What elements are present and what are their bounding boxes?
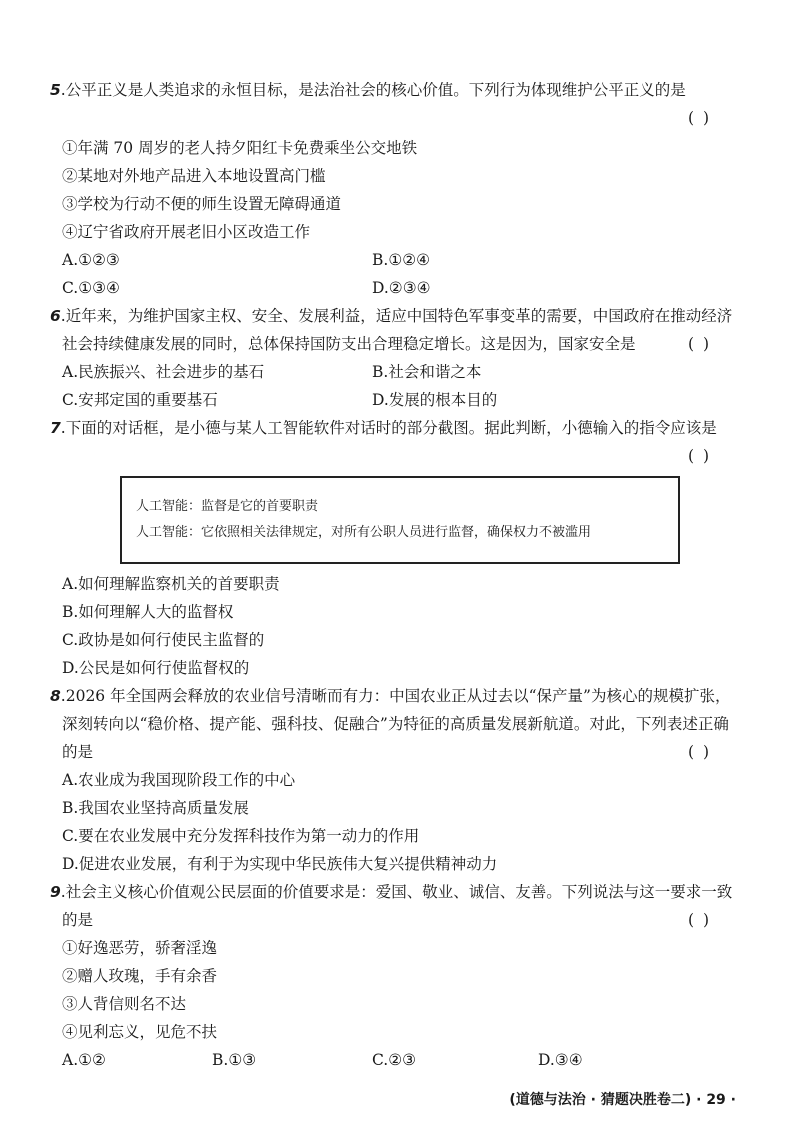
ai-dialog-line-2: 人工智能：它依照相关法律规定，对所有公职人员进行监督，确保权力不被滥用 (136, 525, 592, 540)
q9-number: 9 (50, 883, 61, 901)
q9-stem-line1 (50, 882, 732, 902)
q9-item-3: ③人背信则名不达 (62, 995, 187, 1013)
ai-dialog-box (120, 476, 680, 564)
q5-option-c: C.①③④ (62, 279, 120, 297)
ai-dialog-line-1: 人工智能：监督是它的首要职责 (136, 499, 319, 514)
q6-answer-blank: ( ) (688, 335, 712, 353)
q8-answer-blank: ( ) (688, 743, 712, 761)
q9-item-2: ②赠人玫瑰，手有余香 (62, 967, 218, 985)
q9-option-d: D.③④ (538, 1051, 583, 1069)
q7-number: 7 (50, 419, 61, 437)
q6-stem-line1 (50, 306, 732, 326)
q5-option-b: B.①②④ (372, 251, 431, 269)
q6-option-b: B.社会和谐之本 (372, 363, 482, 381)
q5-item-1: ①年满 70 周岁的老人持夕阳红卡免费乘坐公交地铁 (62, 139, 418, 157)
q9-option-a: A.①② (62, 1051, 106, 1069)
q8-stem-line3: 的是 (62, 743, 94, 761)
q8-stem-line1 (50, 686, 730, 706)
q7-option-a: A.如何理解监察机关的首要职责 (62, 575, 280, 593)
q9-answer-blank: ( ) (688, 911, 712, 929)
q8-stem-text1: .2026 年全国两会释放的农业信号清晰而有力：中国农业正从过去以“保产量”为核心的规模扩张， (60, 687, 731, 705)
q5-stem (50, 80, 686, 100)
q7-option-b: B.如何理解人大的监督权 (62, 603, 234, 621)
q5-item-3: ③学校为行动不便的师生设置无障碍通道 (62, 195, 342, 213)
q7-option-c: C.政协是如何行使民主监督的 (62, 631, 265, 649)
q5-stem-text: .公平正义是人类追求的永恒目标，是法治社会的核心价值。下列行为体现维护公平正义的是 (60, 81, 686, 99)
q6-option-a: A.民族振兴、社会进步的基石 (62, 363, 265, 381)
q8-option-d: D.促进农业发展，有利于为实现中华民族伟大复兴提供精神动力 (62, 855, 498, 873)
q7-stem-text: .下面的对话框，是小德与某人工智能软件对话时的部分截图。据此判断，小德输入的指令应该是 (60, 419, 717, 437)
page-footer: (道德与法治 · 猜题决胜卷二) · 29 · (509, 1092, 736, 1108)
q9-option-b: B.①③ (212, 1051, 257, 1069)
q9-stem-text1: .社会主义核心价值观公民层面的价值要求是：爱国、敬业、诚信、友善。下列说法与这一要求一致 (60, 883, 733, 901)
q5-answer-blank: ( ) (688, 109, 712, 127)
q9-item-1: ①好逸恶劳，骄奢淫逸 (62, 939, 218, 957)
q5-option-d: D.②③④ (372, 279, 431, 297)
q8-number: 8 (50, 687, 61, 705)
q6-number: 6 (50, 307, 61, 325)
q9-option-c: C.②③ (372, 1051, 417, 1069)
q5-number: 5 (50, 81, 61, 99)
q7-option-d: D.公民是如何行使监督权的 (62, 659, 250, 677)
q9-item-4: ④见利忘义，见危不扶 (62, 1023, 218, 1041)
q5-item-4: ④辽宁省政府开展老旧小区改造工作 (62, 223, 311, 241)
q8-option-c: C.要在农业发展中充分发挥科技作为第一动力的作用 (62, 827, 420, 845)
q5-option-a: A.①②③ (62, 251, 120, 269)
q8-option-a: A.农业成为我国现阶段工作的中心 (62, 771, 296, 789)
q7-stem (50, 418, 717, 438)
q5-item-2: ②某地对外地产品进入本地设置高门槛 (62, 167, 326, 185)
q6-option-c: C.安邦定国的重要基石 (62, 391, 218, 409)
q9-stem-line2: 的是 (62, 911, 94, 929)
q6-stem-line2: 社会持续健康发展的同时，总体保持国防支出合理稳定增长。这是因为，国家安全是 (62, 335, 636, 353)
q8-stem-line2: 深刻转向以“稳价格、提产能、强科技、促融合”为特征的高质量发展新航道。对此，下列表述正确 (62, 715, 729, 733)
q6-stem-text1: .近年来，为维护国家主权、安全、发展利益，适应中国特色军事变革的需要，中国政府在推动经济 (60, 307, 733, 325)
q7-answer-blank: ( ) (688, 447, 712, 465)
q8-option-b: B.我国农业坚持高质量发展 (62, 799, 249, 817)
q6-option-d: D.发展的根本目的 (372, 391, 498, 409)
